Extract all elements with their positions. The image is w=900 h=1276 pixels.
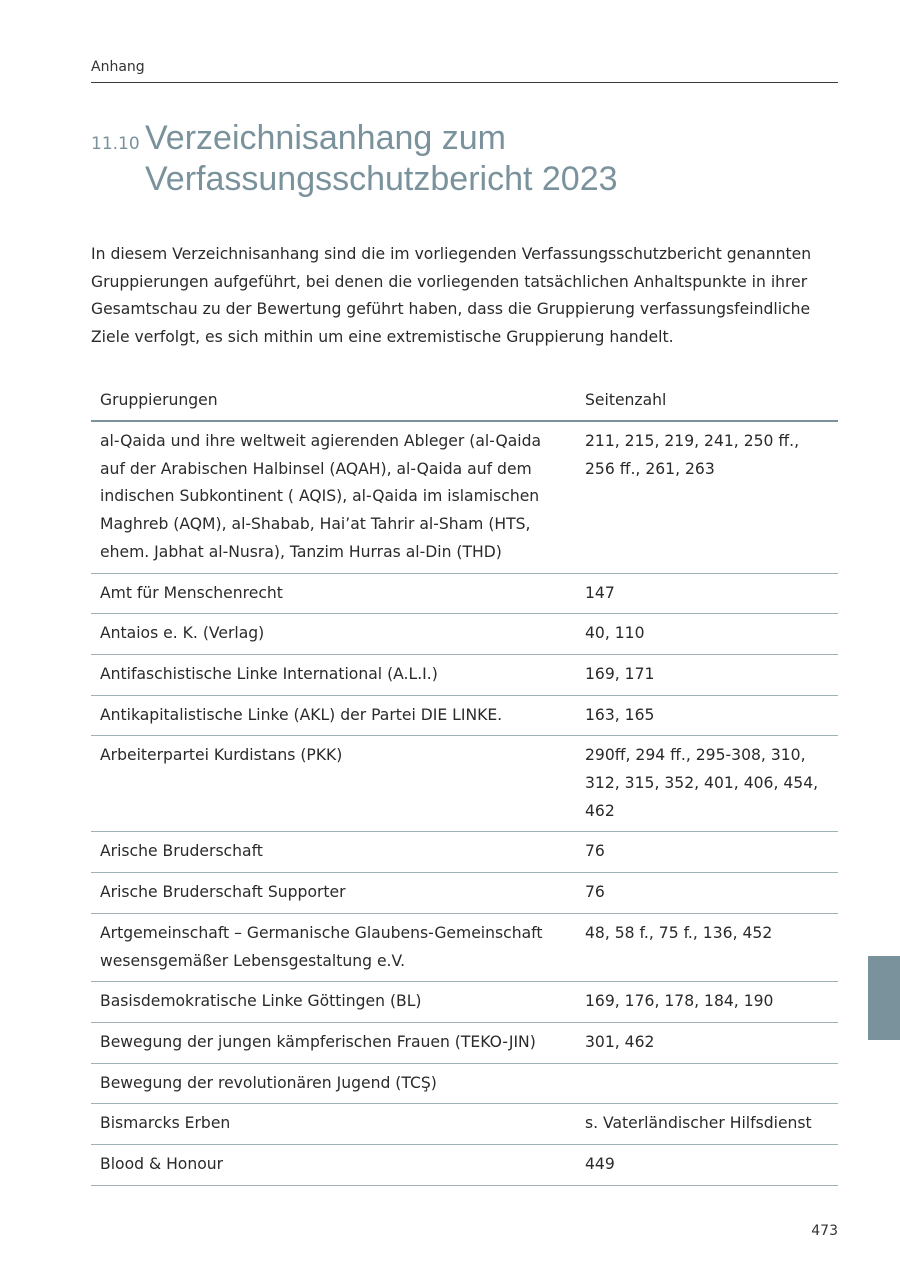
section-title bbox=[91, 118, 838, 200]
page-number: 473 bbox=[811, 1223, 838, 1239]
page-references: 76 bbox=[576, 873, 838, 914]
section-heading-line-1: Verzeichnisanhang zum bbox=[145, 119, 507, 157]
column-header-pages: Seitenzahl bbox=[576, 387, 838, 421]
group-name: Antaios e. K. (Verlag) bbox=[91, 614, 576, 655]
column-header-groups: Gruppierungen bbox=[91, 387, 576, 421]
group-name: Basisdemokratische Linke Göttingen (BL) bbox=[91, 982, 576, 1023]
index-table bbox=[91, 387, 838, 1186]
page-references: 290ff, 294 ff., 295-308, 310, 312, 315, 352, 401, 406, 454, 462 bbox=[576, 736, 838, 832]
table-row bbox=[91, 1104, 838, 1145]
table-row bbox=[91, 736, 838, 832]
table-row bbox=[91, 1063, 838, 1104]
page-references: 169, 176, 178, 184, 190 bbox=[576, 982, 838, 1023]
group-name: al-Qaida und ihre weltweit agierenden Ableger (al-Qaida auf der Arabischen Halbinsel (AQAH), al-Qaida auf dem indischen Subkontinent ( AQIS), al-Qaida im islamischen Maghreb (AQM), al-Shabab, Hai’at Tahrir al-Sham (HTS, ehem. Jabhat al-Nusra), Tanzim Hurras al-Din (THD) bbox=[91, 421, 576, 573]
page-references: s. Vaterländischer Hilfsdienst bbox=[576, 1104, 838, 1145]
page-references: 40, 110 bbox=[576, 614, 838, 655]
page-references: 169, 171 bbox=[576, 654, 838, 695]
table-row bbox=[91, 913, 838, 981]
page-references: 147 bbox=[576, 573, 838, 614]
page-references: 211, 215, 219, 241, 250 ff., 256 ff., 261, 263 bbox=[576, 421, 838, 573]
chapter-thumb-tab bbox=[868, 956, 900, 1040]
group-name: Antikapitalistische Linke (AKL) der Partei DIE LINKE. bbox=[91, 695, 576, 736]
group-name: Antifaschistische Linke International (A.L.I.) bbox=[91, 654, 576, 695]
group-name: Amt für Menschenrecht bbox=[91, 573, 576, 614]
group-name: Bewegung der jungen kämpferischen Frauen (TEKO-JIN) bbox=[91, 1022, 576, 1063]
table-row bbox=[91, 832, 838, 873]
table-row bbox=[91, 573, 838, 614]
group-name: Arbeiterpartei Kurdistans (PKK) bbox=[91, 736, 576, 832]
page-references: 163, 165 bbox=[576, 695, 838, 736]
table-row bbox=[91, 654, 838, 695]
group-name: Artgemeinschaft – Germanische Glaubens-Gemeinschaft wesensgemäßer Lebensgestaltung e.V. bbox=[91, 913, 576, 981]
page-references: 76 bbox=[576, 832, 838, 873]
section-heading-line-2: Verfassungsschutzbericht 2023 bbox=[145, 160, 618, 198]
table-row bbox=[91, 1145, 838, 1186]
page-references: 449 bbox=[576, 1145, 838, 1186]
running-header bbox=[91, 58, 838, 83]
group-name: Bismarcks Erben bbox=[91, 1104, 576, 1145]
table-header-row bbox=[91, 387, 838, 421]
page-references: 301, 462 bbox=[576, 1022, 838, 1063]
running-header-title: Anhang bbox=[91, 59, 145, 75]
group-name: Arische Bruderschaft bbox=[91, 832, 576, 873]
group-name: Arische Bruderschaft Supporter bbox=[91, 873, 576, 914]
page-references bbox=[576, 1063, 838, 1104]
table-row bbox=[91, 982, 838, 1023]
table-row bbox=[91, 1022, 838, 1063]
section-number: 11.10 bbox=[91, 134, 140, 154]
table-row bbox=[91, 695, 838, 736]
section-heading bbox=[145, 118, 618, 200]
group-name: Bewegung der revolutionären Jugend (TCŞ) bbox=[91, 1063, 576, 1104]
table-row bbox=[91, 614, 838, 655]
table-row bbox=[91, 873, 838, 914]
table-row bbox=[91, 421, 838, 573]
page-references: 48, 58 f., 75 f., 136, 452 bbox=[576, 913, 838, 981]
intro-paragraph: In diesem Verzeichnisanhang sind die im vorliegenden Verfassungsschutzbericht genannten Gruppierungen aufgeführt, bei denen die vorliegenden tatsächlichen Anhaltspunkte in ihrer Gesamtschau zu der Bewertung geführt haben, dass die Gruppierung verfassungsfeindliche Ziele verfolgt, es sich mithin um eine extremistische Gruppierung handelt. bbox=[91, 245, 812, 347]
group-name: Blood & Honour bbox=[91, 1145, 576, 1186]
